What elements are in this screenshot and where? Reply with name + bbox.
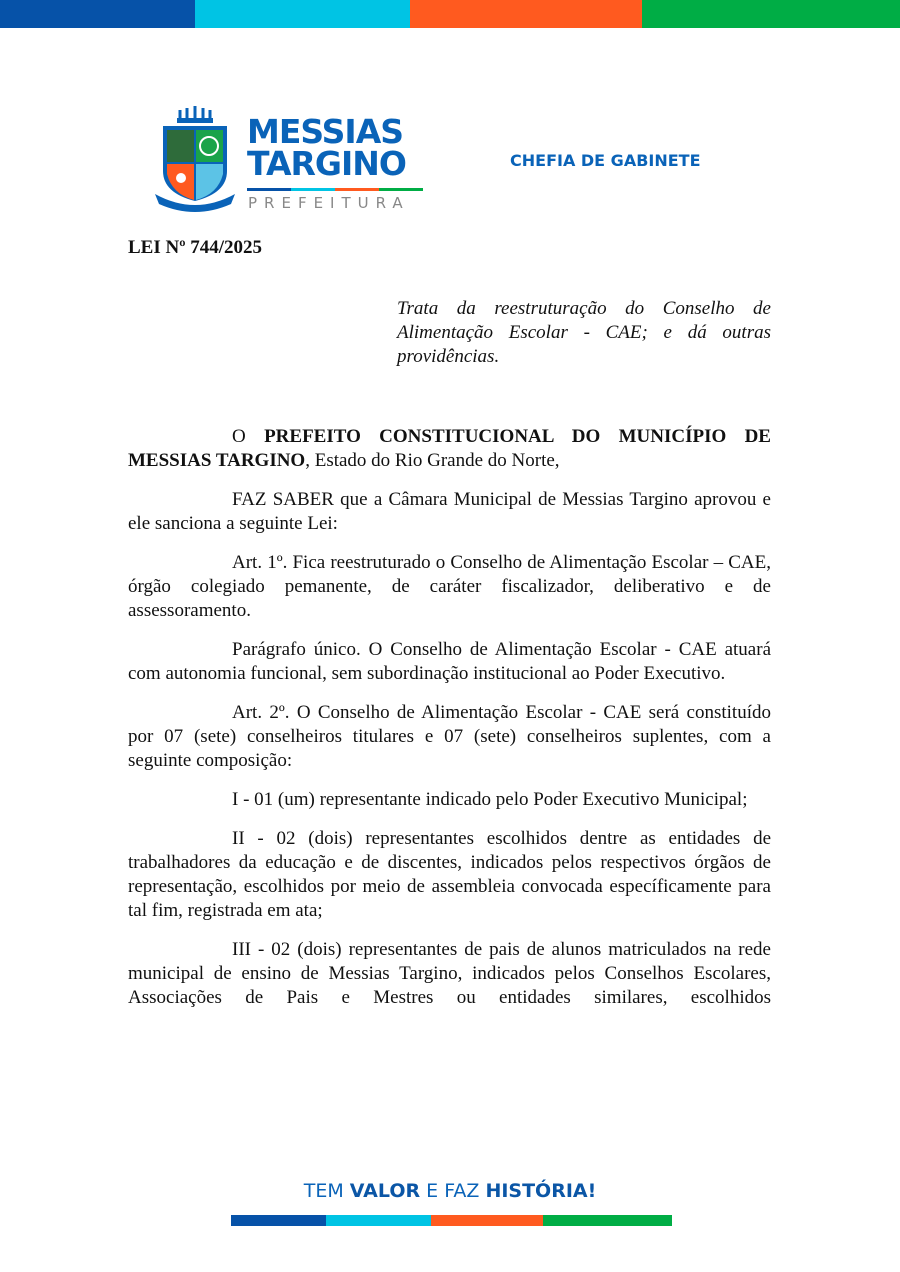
body-paragraph: Parágrafo único. O Conselho de Alimentação Escolar - CAE atuará com autonomia funcional, sem subordinação institucional ao Poder Executivo. xyxy=(128,639,771,684)
law-title: LEI Nº 744/2025 xyxy=(128,237,263,258)
body-paragraph: I - 01 (um) representante indicado pelo Poder Executivo Municipal; xyxy=(232,789,748,810)
body-paragraph: Art. 1º. Fica reestruturado o Conselho de Alimentação Escolar – CAE, órgão colegiado pemanente, de caráter fiscalizador, deliberativo e de assessoramento. xyxy=(128,552,771,621)
top-color-bar xyxy=(0,0,900,28)
body-paragraph: FAZ SABER que a Câmara Municipal de Messias Targino aprovou e ele sanciona a seguinte Lei: xyxy=(128,489,771,534)
footer-slogan: TEM VALOR E FAZ HISTÓRIA! xyxy=(303,1180,597,1202)
prefeitura-logo xyxy=(155,106,425,212)
body-paragraph: III - 02 (dois) representantes de pais de alunos matriculados na rede municipal de ensino de Messias Targino, indicados pelos Conselhos Escolares, Associações de Pais e Mestres ou entidades similares, escolhidos xyxy=(128,939,771,1008)
law-body xyxy=(128,425,771,1025)
logo-wordmark: MESSIAS TARGINO xyxy=(247,112,406,183)
law-summary: Trata da reestruturação do Conselho de Alimentação Escolar - CAE; e dá outras providências. xyxy=(397,298,771,367)
coat-of-arms-icon xyxy=(155,106,235,212)
body-paragraph: Art. 2º. O Conselho de Alimentação Escolar - CAE será constituído por 07 (sete) conselheiros titulares e 07 (sete) conselheiros suplentes, com a seguinte composição: xyxy=(128,702,771,771)
logo-color-line xyxy=(247,188,423,191)
department-name: CHEFIA DE GABINETE xyxy=(510,151,701,170)
body-paragraph: II - 02 (dois) representantes escolhidos dentre as entidades de trabalhadores da educação e de discentes, indicados pelos respectivos órgãos de representação, escolhidos por meio de assembleia convocada específicamente para tal fim, registrada em ata; xyxy=(128,828,771,921)
logo-subtitle: PREFEITURA xyxy=(248,194,410,212)
preamble-paragraph: O PREFEITO CONSTITUCIONAL DO MUNICÍPIO DE MESSIAS TARGINO, Estado do Rio Grande do Norte, xyxy=(128,426,771,471)
footer-color-bar xyxy=(231,1215,672,1226)
